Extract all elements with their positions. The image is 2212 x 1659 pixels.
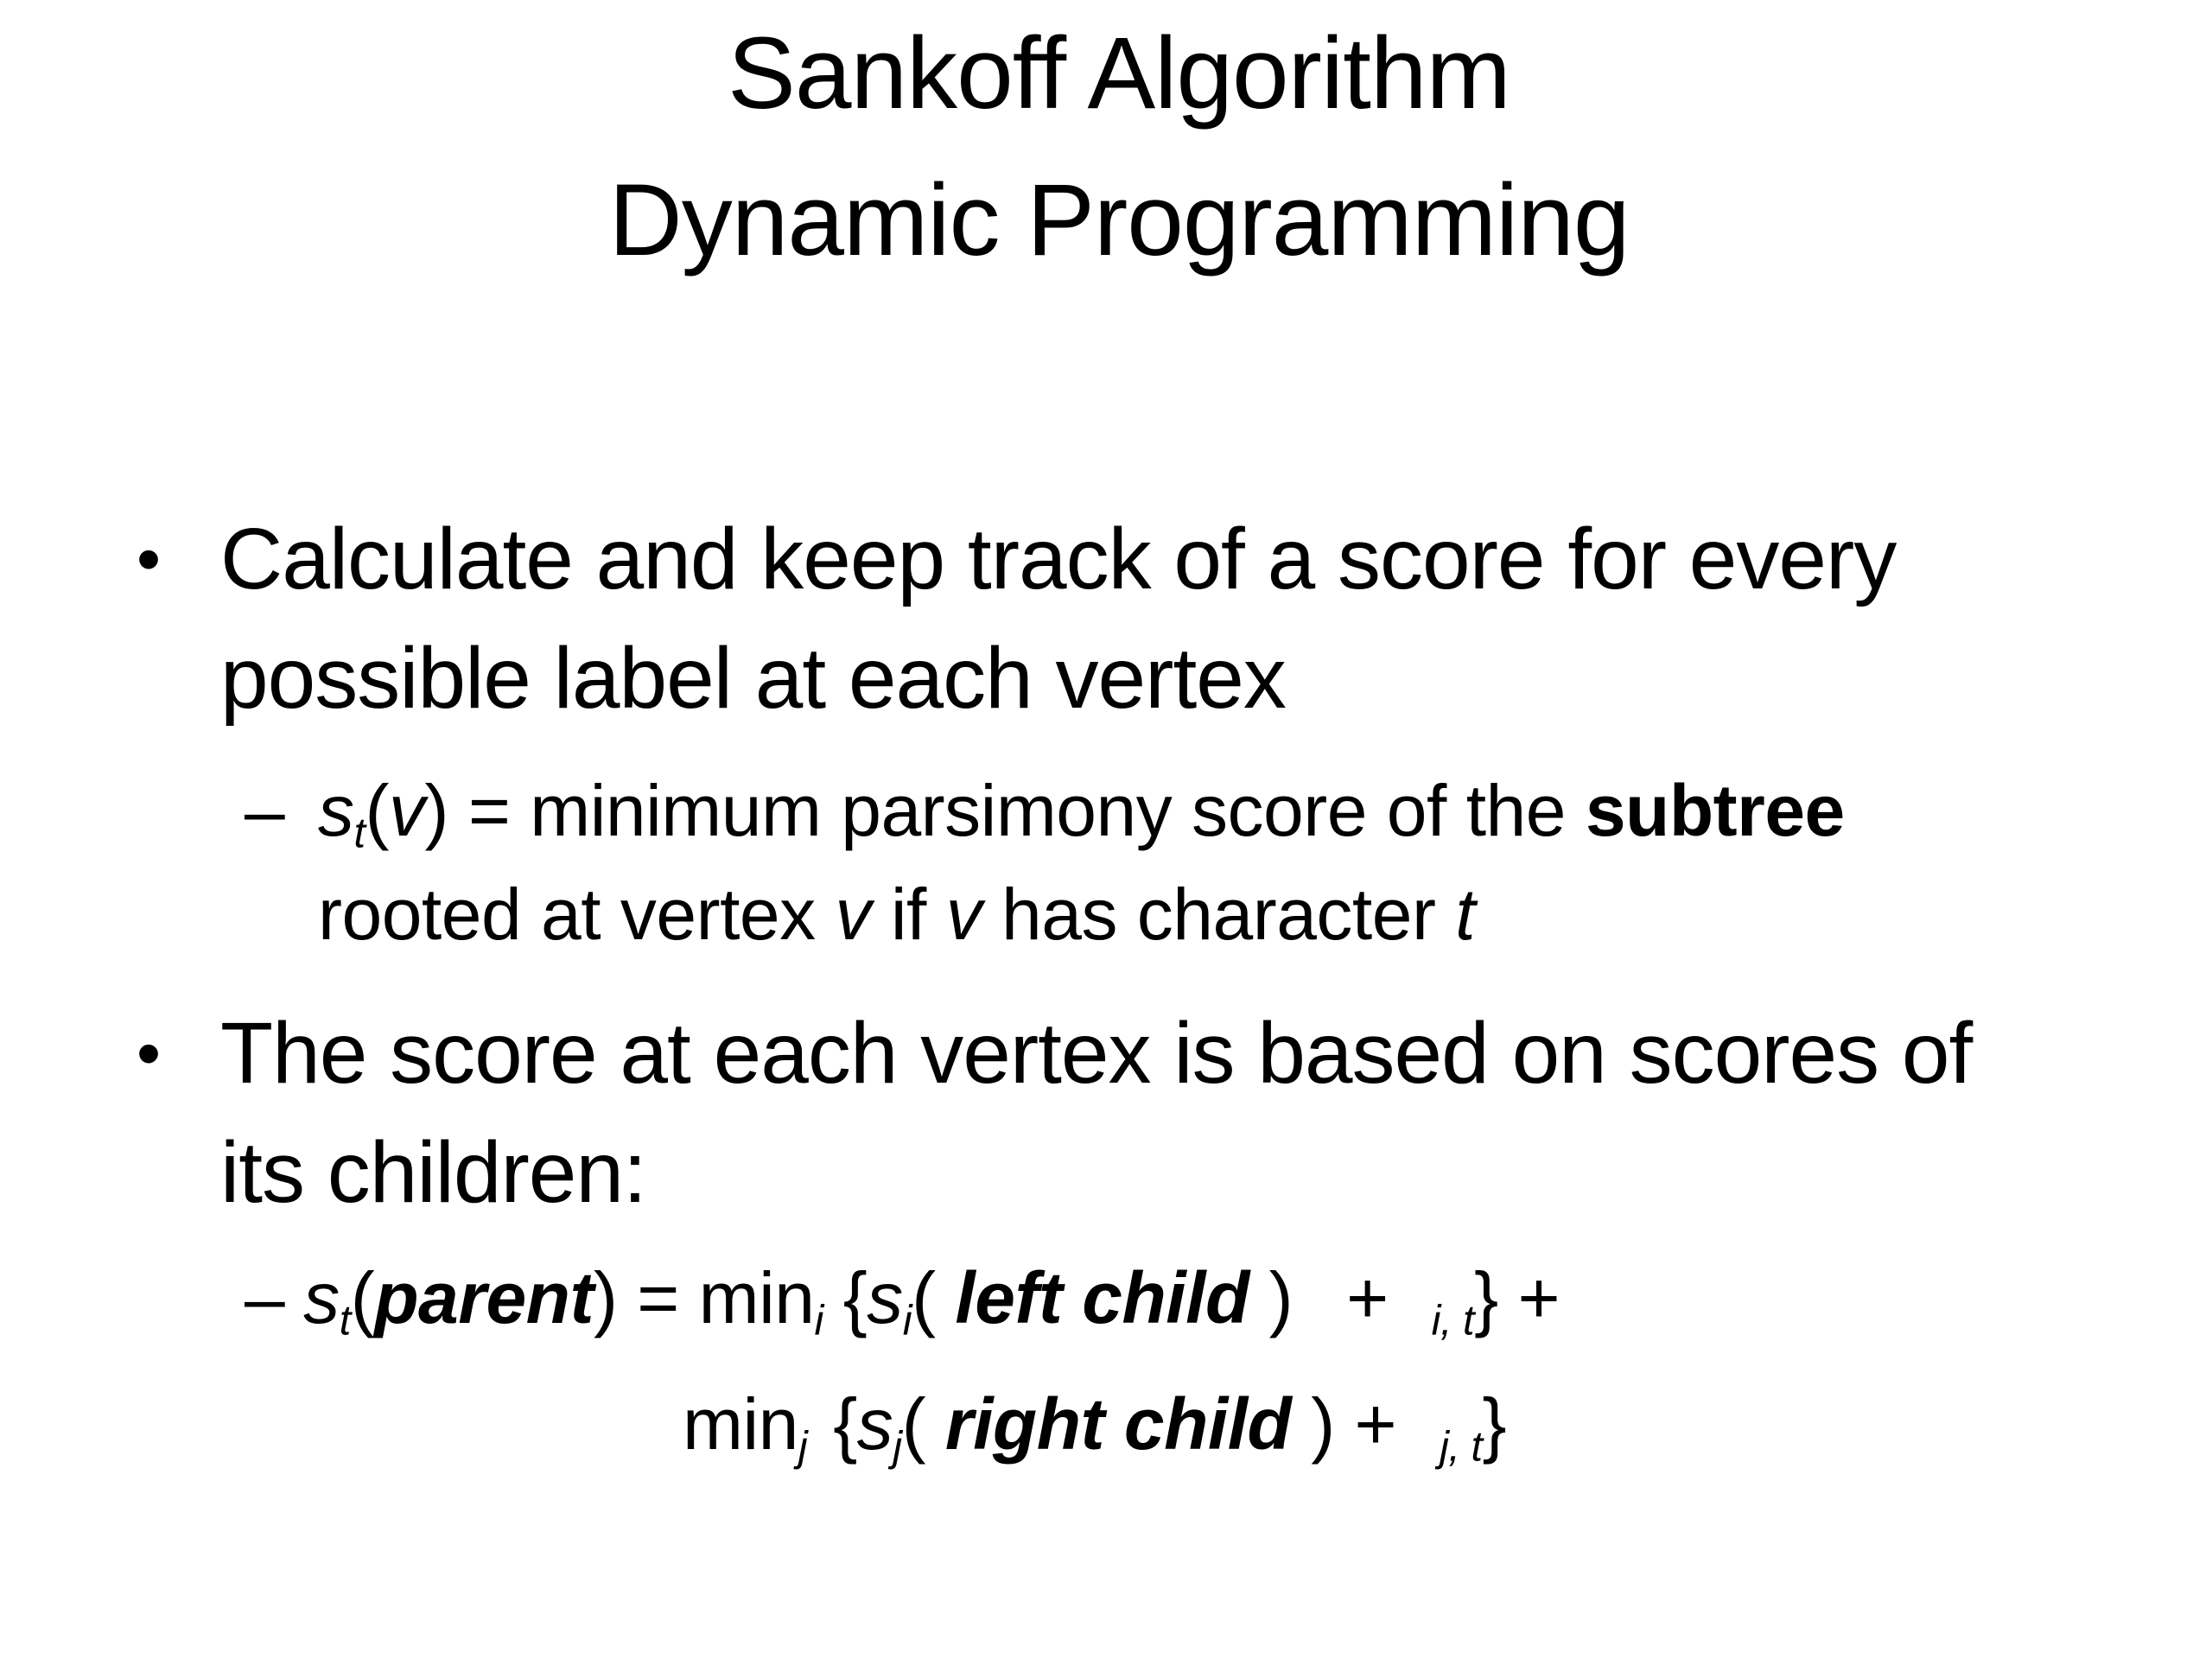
slide-title [0, 0, 2212, 294]
left-child-term: left child [955, 1257, 1249, 1338]
subtree-term: subtree [1585, 770, 1845, 851]
bullet-2 [137, 994, 1973, 1232]
sub-bullet-line-1: $s_t(v)$ = minimum parsimony score of the subtree [318, 770, 1845, 857]
recurrence-line-2: $\min_j \{s_j$( right child ) + $_{j, t}$} [683, 1383, 1507, 1471]
sub-bullet-definition [245, 759, 1845, 966]
bullet-2-line-1: The score at each vertex is based on scores of [220, 1005, 1973, 1102]
parent-term: parent [374, 1257, 594, 1338]
bullet-2-line-2: its children: [220, 1124, 646, 1221]
sub-dash: – [245, 770, 285, 851]
bullet-1-line-2: possible label at each vertex [220, 630, 1286, 727]
bullet-dot: • [137, 1014, 161, 1091]
bullet-1 [137, 499, 1897, 738]
right-child-term: right child [944, 1383, 1292, 1465]
sub-dash: – [245, 1257, 285, 1338]
recurrence-line-1: – $s_t(parent) = \min_i \{s_i$( left child ) + $_{i, t}$} + [245, 1257, 1560, 1344]
bullet-1-line-1: Calculate and keep track of a score for every [220, 511, 1897, 607]
bullet-dot: • [137, 520, 161, 597]
sub-bullet-line-2: rooted at vertex v if v has character t [318, 874, 1476, 955]
title-line-1: Sankoff Algorithm [728, 16, 1510, 130]
title-line-2: Dynamic Programming [608, 163, 1630, 277]
